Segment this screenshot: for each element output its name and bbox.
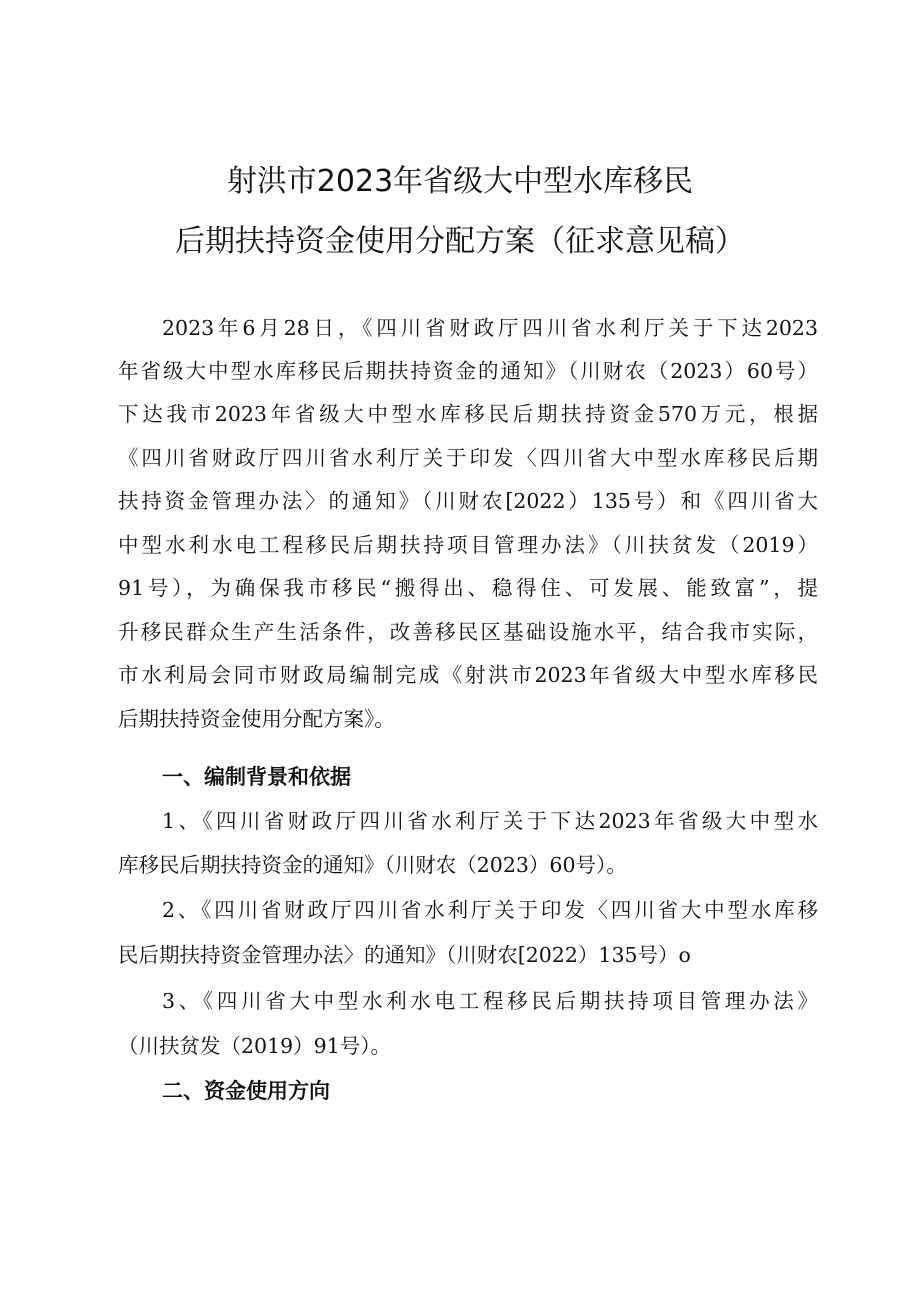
basis-line: 3、《四川省大中型水利水电工程移民后期扶持项目管理办法》	[162, 989, 818, 1013]
basis-line: 1、《四川省财政厅四川省水利厅关于下达2023年省级大中型水	[162, 809, 818, 833]
intro-line: 市水利局会同市财政局编制完成《射洪市2023年省级大中型水库移民	[118, 663, 818, 687]
intro-line: 2023年6月28日，《四川省财政厅四川省水利厅关于下达2023	[162, 316, 818, 340]
intro-line: 91号），为确保我市移民“搬得出、稳得住、可发展、能致富”，提	[118, 576, 818, 600]
section-heading-fund-use: 二、资金使用方向	[162, 1079, 330, 1103]
intro-line: 升移民群众生产生活条件，改善移民区基础设施水平，结合我市实际，	[118, 620, 818, 644]
basis-line: 民后期扶持资金管理办法〉的通知》（川财农[2022）135号）o	[118, 943, 691, 967]
intro-line: 中型水利水电工程移民后期扶持项目管理办法》（川扶贫发（2019）	[118, 533, 818, 557]
document-title-line-2: 后期扶持资金使用分配方案（征求意见稿）	[175, 224, 745, 259]
basis-line: 2、《四川省财政厅四川省水利厅关于印发〈四川省大中型水库移	[162, 898, 818, 922]
intro-line: 扶持资金管理办法〉的通知》（川财农[2022）135号）和《四川省大	[118, 489, 818, 513]
intro-line: 后期扶持资金使用分配方案》。	[118, 707, 395, 731]
basis-line: 库移民后期扶持资金的通知》（川财农（2023）60号）。	[118, 853, 627, 877]
document-title-line-1: 射洪市2023年省级大中型水库移民	[226, 164, 694, 199]
basis-line: （川扶贫发（2019）91号）。	[118, 1034, 392, 1058]
intro-line: 年省级大中型水库移民后期扶持资金的通知》（川财农（2023）60号）	[118, 359, 818, 383]
section-heading-background: 一、编制背景和依据	[162, 765, 351, 789]
intro-line: 《四川省财政厅四川省水利厅关于印发〈四川省大中型水库移民后期	[118, 446, 818, 470]
intro-line: 下达我市2023年省级大中型水库移民后期扶持资金570万元，根据	[118, 402, 818, 426]
